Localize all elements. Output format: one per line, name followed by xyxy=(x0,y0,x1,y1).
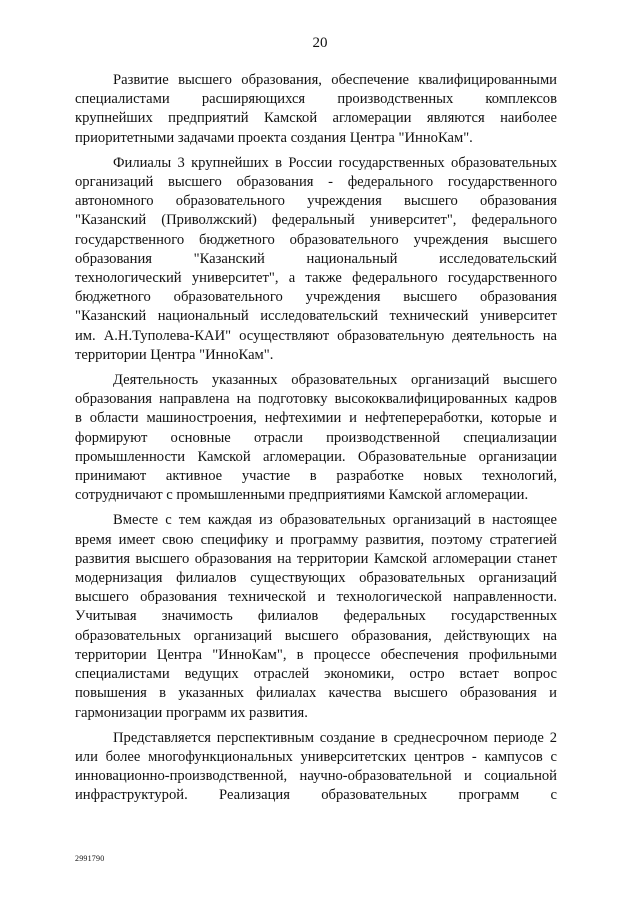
text-line: время имеет свою специфику и программу развития, поэтому стратегией xyxy=(75,531,557,548)
text-line: сотрудничают с промышленными предприятиями Камской агломерации. xyxy=(75,487,529,504)
text-line: образования "Казанский национальный исследовательский xyxy=(75,250,557,267)
text-line: государственного бюджетного образовательного учреждения высшего xyxy=(75,231,557,248)
text-line: специалистами ведущих отраслей экономики, остро встает вопрос xyxy=(75,666,557,683)
text-line: или более многофункциональных университетских центров - кампусов с xyxy=(75,748,557,765)
text-line: развития высшего образования на территории Камской агломерации станет xyxy=(75,550,557,567)
text-line: Учитывая значимость филиалов федеральных государственных xyxy=(75,608,557,625)
paragraph-1 xyxy=(75,71,557,148)
text-line: территории Центра "ИнноКам", в процессе обеспечения профильными xyxy=(75,646,557,663)
text-line: "Казанский (Приволжский) федеральный университет", федерального xyxy=(75,212,557,229)
text-line: высшего образования технической и технологической направленности. xyxy=(75,589,557,606)
paragraph-4 xyxy=(75,511,557,722)
text-line: образовательных организаций высшего образования, действующих на xyxy=(75,627,557,644)
text-line: промышленности Камской агломерации. Образовательные организации xyxy=(75,448,557,465)
text-line: крупнейших предприятий Камской агломерации являются наиболее xyxy=(75,110,557,127)
text-line: формируют основные отрасли производственной специализации xyxy=(75,429,557,446)
paragraph-2 xyxy=(75,154,557,365)
text-line: специалистами расширяющихся производственных комплексов xyxy=(75,91,557,108)
text-line: бюджетного образовательного учреждения высшего образования xyxy=(75,289,557,306)
text-line: Развитие высшего образования, обеспечение квалифицированными xyxy=(113,72,557,88)
text-line: Деятельность указанных образовательных организаций высшего xyxy=(113,372,557,389)
text-line: организаций высшего образования - федерального государственного xyxy=(75,174,557,191)
text-line: Представляется перспективным создание в среднесрочном периоде 2 xyxy=(113,729,557,746)
text-line: инновационно-производственной, научно-образовательной и социальной xyxy=(75,768,557,785)
text-line: территории Центра "ИнноКам". xyxy=(75,346,274,363)
text-line: инфраструктурой. Реализация образовательных программ с xyxy=(75,787,557,804)
document-body xyxy=(75,71,557,806)
text-line: Филиалы 3 крупнейших в России государственных образовательных xyxy=(113,154,557,171)
document-code: 2991790 xyxy=(75,854,105,863)
text-line: автономного образовательного учреждения высшего образования xyxy=(75,193,557,210)
text-line: приоритетными задачами проекта создания Центра "ИнноКам". xyxy=(75,129,473,146)
text-line: им. А.Н.Туполева-КАИ" осуществляют образовательную деятельность на xyxy=(75,327,557,344)
text-line: в области машиностроения, нефтехимии и нефтепереработки, которые и xyxy=(75,410,557,427)
text-line: "Казанский национальный исследовательский технический университет xyxy=(75,308,557,325)
text-line: повышения в указанных филиалах качества высшего образования и xyxy=(75,685,557,702)
text-line: технологический университет", а также федерального государственного xyxy=(75,270,557,287)
text-line: модернизация филиалов существующих образовательных организаций xyxy=(75,570,557,587)
paragraph-5 xyxy=(75,729,557,806)
text-line: Вместе с тем каждая из образовательных организаций в настоящее xyxy=(113,512,557,529)
text-line: образования направлена на подготовку высококвалифицированных кадров xyxy=(75,391,557,408)
text-line: гармонизации программ их развития. xyxy=(75,704,308,721)
text-line: принимают активное участие в разработке новых технологий, xyxy=(75,468,557,485)
paragraph-3 xyxy=(75,371,557,505)
page-number: 20 xyxy=(312,35,328,51)
